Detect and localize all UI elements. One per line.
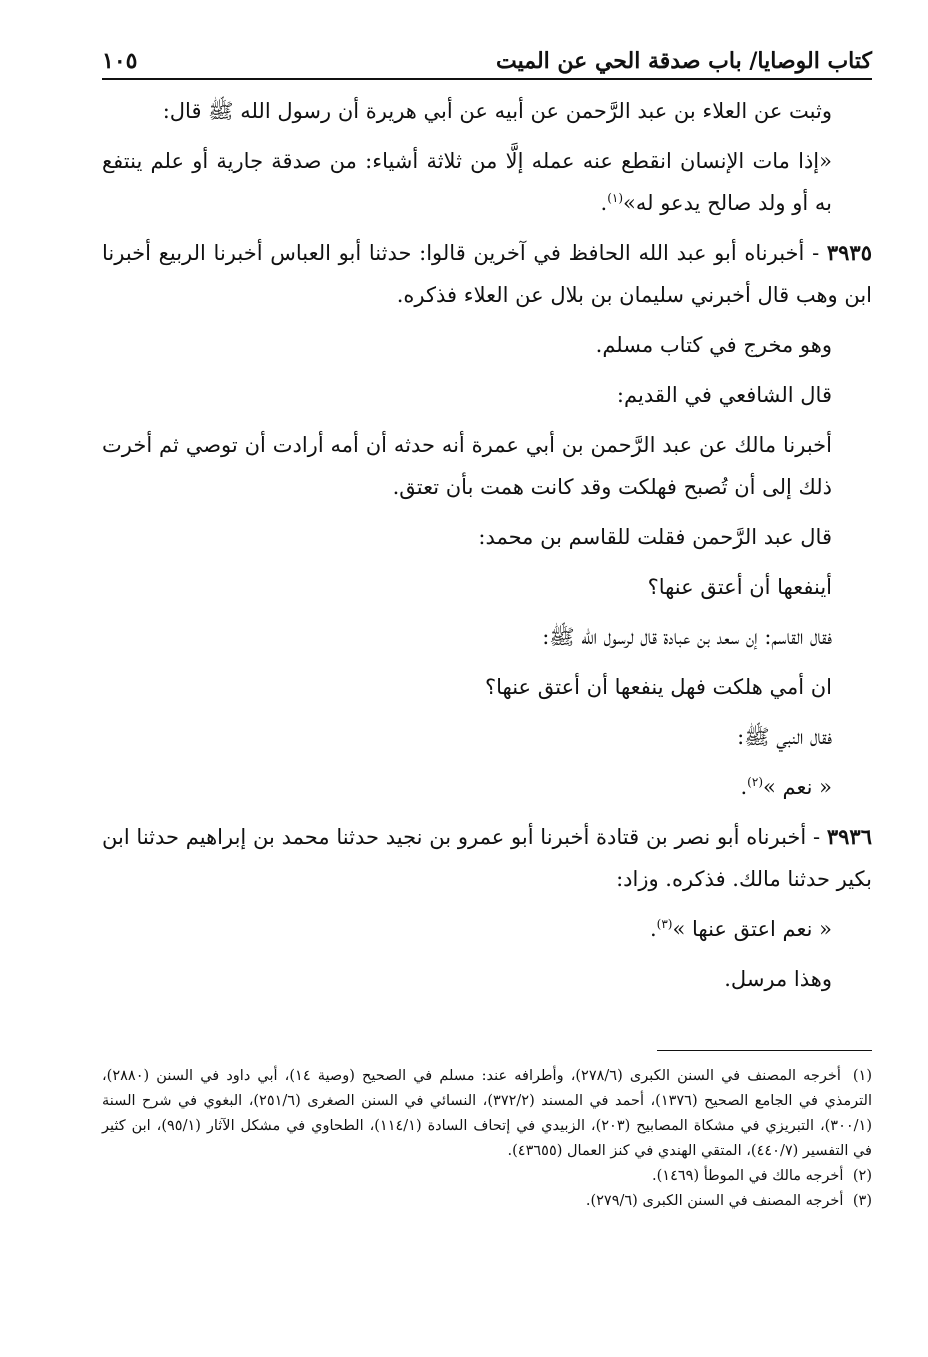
hadith-number: ٣٩٣٥ <box>826 240 872 265</box>
paragraph: أخبرنا مالك عن عبد الرَّحمن بن أبي عمرة أنه حدثه أن أمه أرادت أن توصي ثم أخرت ذلك إلى أن تُصبح فهلكت وقد كانت همت بأن تعتق. <box>102 433 832 499</box>
paragraph: « نعم اعتق عنها »$^{(٣)}$. <box>649 917 832 941</box>
chapter-title: كتاب الوصايا/ باب صدقة الحي عن الميت <box>496 48 872 74</box>
paragraph: « نعم »$^{(٢)}$. <box>740 775 832 799</box>
paragraph: فقال النبي ﷺ: <box>737 725 832 749</box>
footnote-mark: (١) <box>852 1068 873 1084</box>
paragraph: أينفعها أن أعتق عنها؟ <box>647 575 832 599</box>
main-text <box>102 90 872 1008</box>
paragraph: قال عبد الرَّحمن فقلت للقاسم بن محمد: <box>478 525 832 549</box>
paragraph: وهذا مرسل. <box>724 967 832 991</box>
paragraph: وثبت عن العلاء بن عبد الرَّحمن عن أبيه عن أبي هريرة أن رسول الله ﷺ قال: <box>162 99 832 123</box>
paragraph: قال الشافعي في القديم: <box>616 383 832 407</box>
footnote-ref[interactable]: (٢) <box>747 775 763 789</box>
footnote-divider <box>657 1050 872 1051</box>
hadith-entry: ٣٩٣٥ - أخبرناه أبو عبد الله الحافظ في آخرين قالوا: حدثنا أبو العباس أخبرنا الربيع أخبرنا ابن وهب قال أخبرني سليمان بن بلال عن العلاء فذكره. <box>102 240 872 307</box>
footnotes <box>102 1064 872 1214</box>
footnote: (١) أخرجه المصنف في السنن الكبرى (٢٧٨/٦)، وأطرافه عند: مسلم في الصحيح (وصية ١٤)، أبي داود في السنن (٢٨٨٠)، الترمذي في الجامع الصحيح (١٣٧٦)، أحمد في المسند (٣٧٢/٢)، النسائي في السنن الصغرى (٢٥١/٦)، البغوي في شرح السنة (٣٠٠/١)، التبريزي في مشكاة المصابيح (٢٠٣)، الزبيدي في إتحاف السادة (١١٤/١)، الطحاوي في مشكل الآثار (٩٥/١)، ابن كثير في التفسير (٤٤٠/٧)، المتقي الهندي في كنز العمال (٤٣٦٥٥). <box>102 1064 872 1164</box>
paragraph: «إذا مات الإنسان انقطع عنه عمله إلَّا من ثلاثة أشياء: من صدقة جارية أو علم ينتفع به أو ولد صالح يدعو له»$^{(١)}$. <box>102 149 832 215</box>
paragraph: وهو مخرج في كتاب مسلم. <box>595 333 832 357</box>
hadith-entry: ٣٩٣٦ - أخبرناه أبو نصر بن قتادة أخبرنا أبو عمرو بن نجيد حدثنا محمد بن إبراهيم حدثنا ابن بكير حدثنا مالك. فذكره. وزاد: <box>102 824 872 891</box>
footnote-ref[interactable]: (١) <box>607 191 624 205</box>
hadith-number: ٣٩٣٦ <box>826 824 872 849</box>
running-header <box>102 30 872 80</box>
page-number: ١٠٥ <box>102 48 138 74</box>
book-page <box>102 30 872 1330</box>
footnote: (٣) أخرجه المصنف في السنن الكبرى (٢٧٩/٦). <box>102 1189 872 1214</box>
footnote-ref[interactable]: (٣) <box>656 917 673 931</box>
footnote-mark: (٢) <box>852 1168 872 1184</box>
footnote: (٢) أخرجه مالك في الموطأ (١٤٦٩). <box>102 1164 872 1189</box>
paragraph: فقال القاسم: إن سعد بن عبادة قال لرسول الله ﷺ: <box>542 625 832 649</box>
paragraph: ان أمي هلكت فهل ينفعها أن أعتق عنها؟ <box>484 675 832 699</box>
footnote-mark: (٣) <box>852 1193 872 1209</box>
